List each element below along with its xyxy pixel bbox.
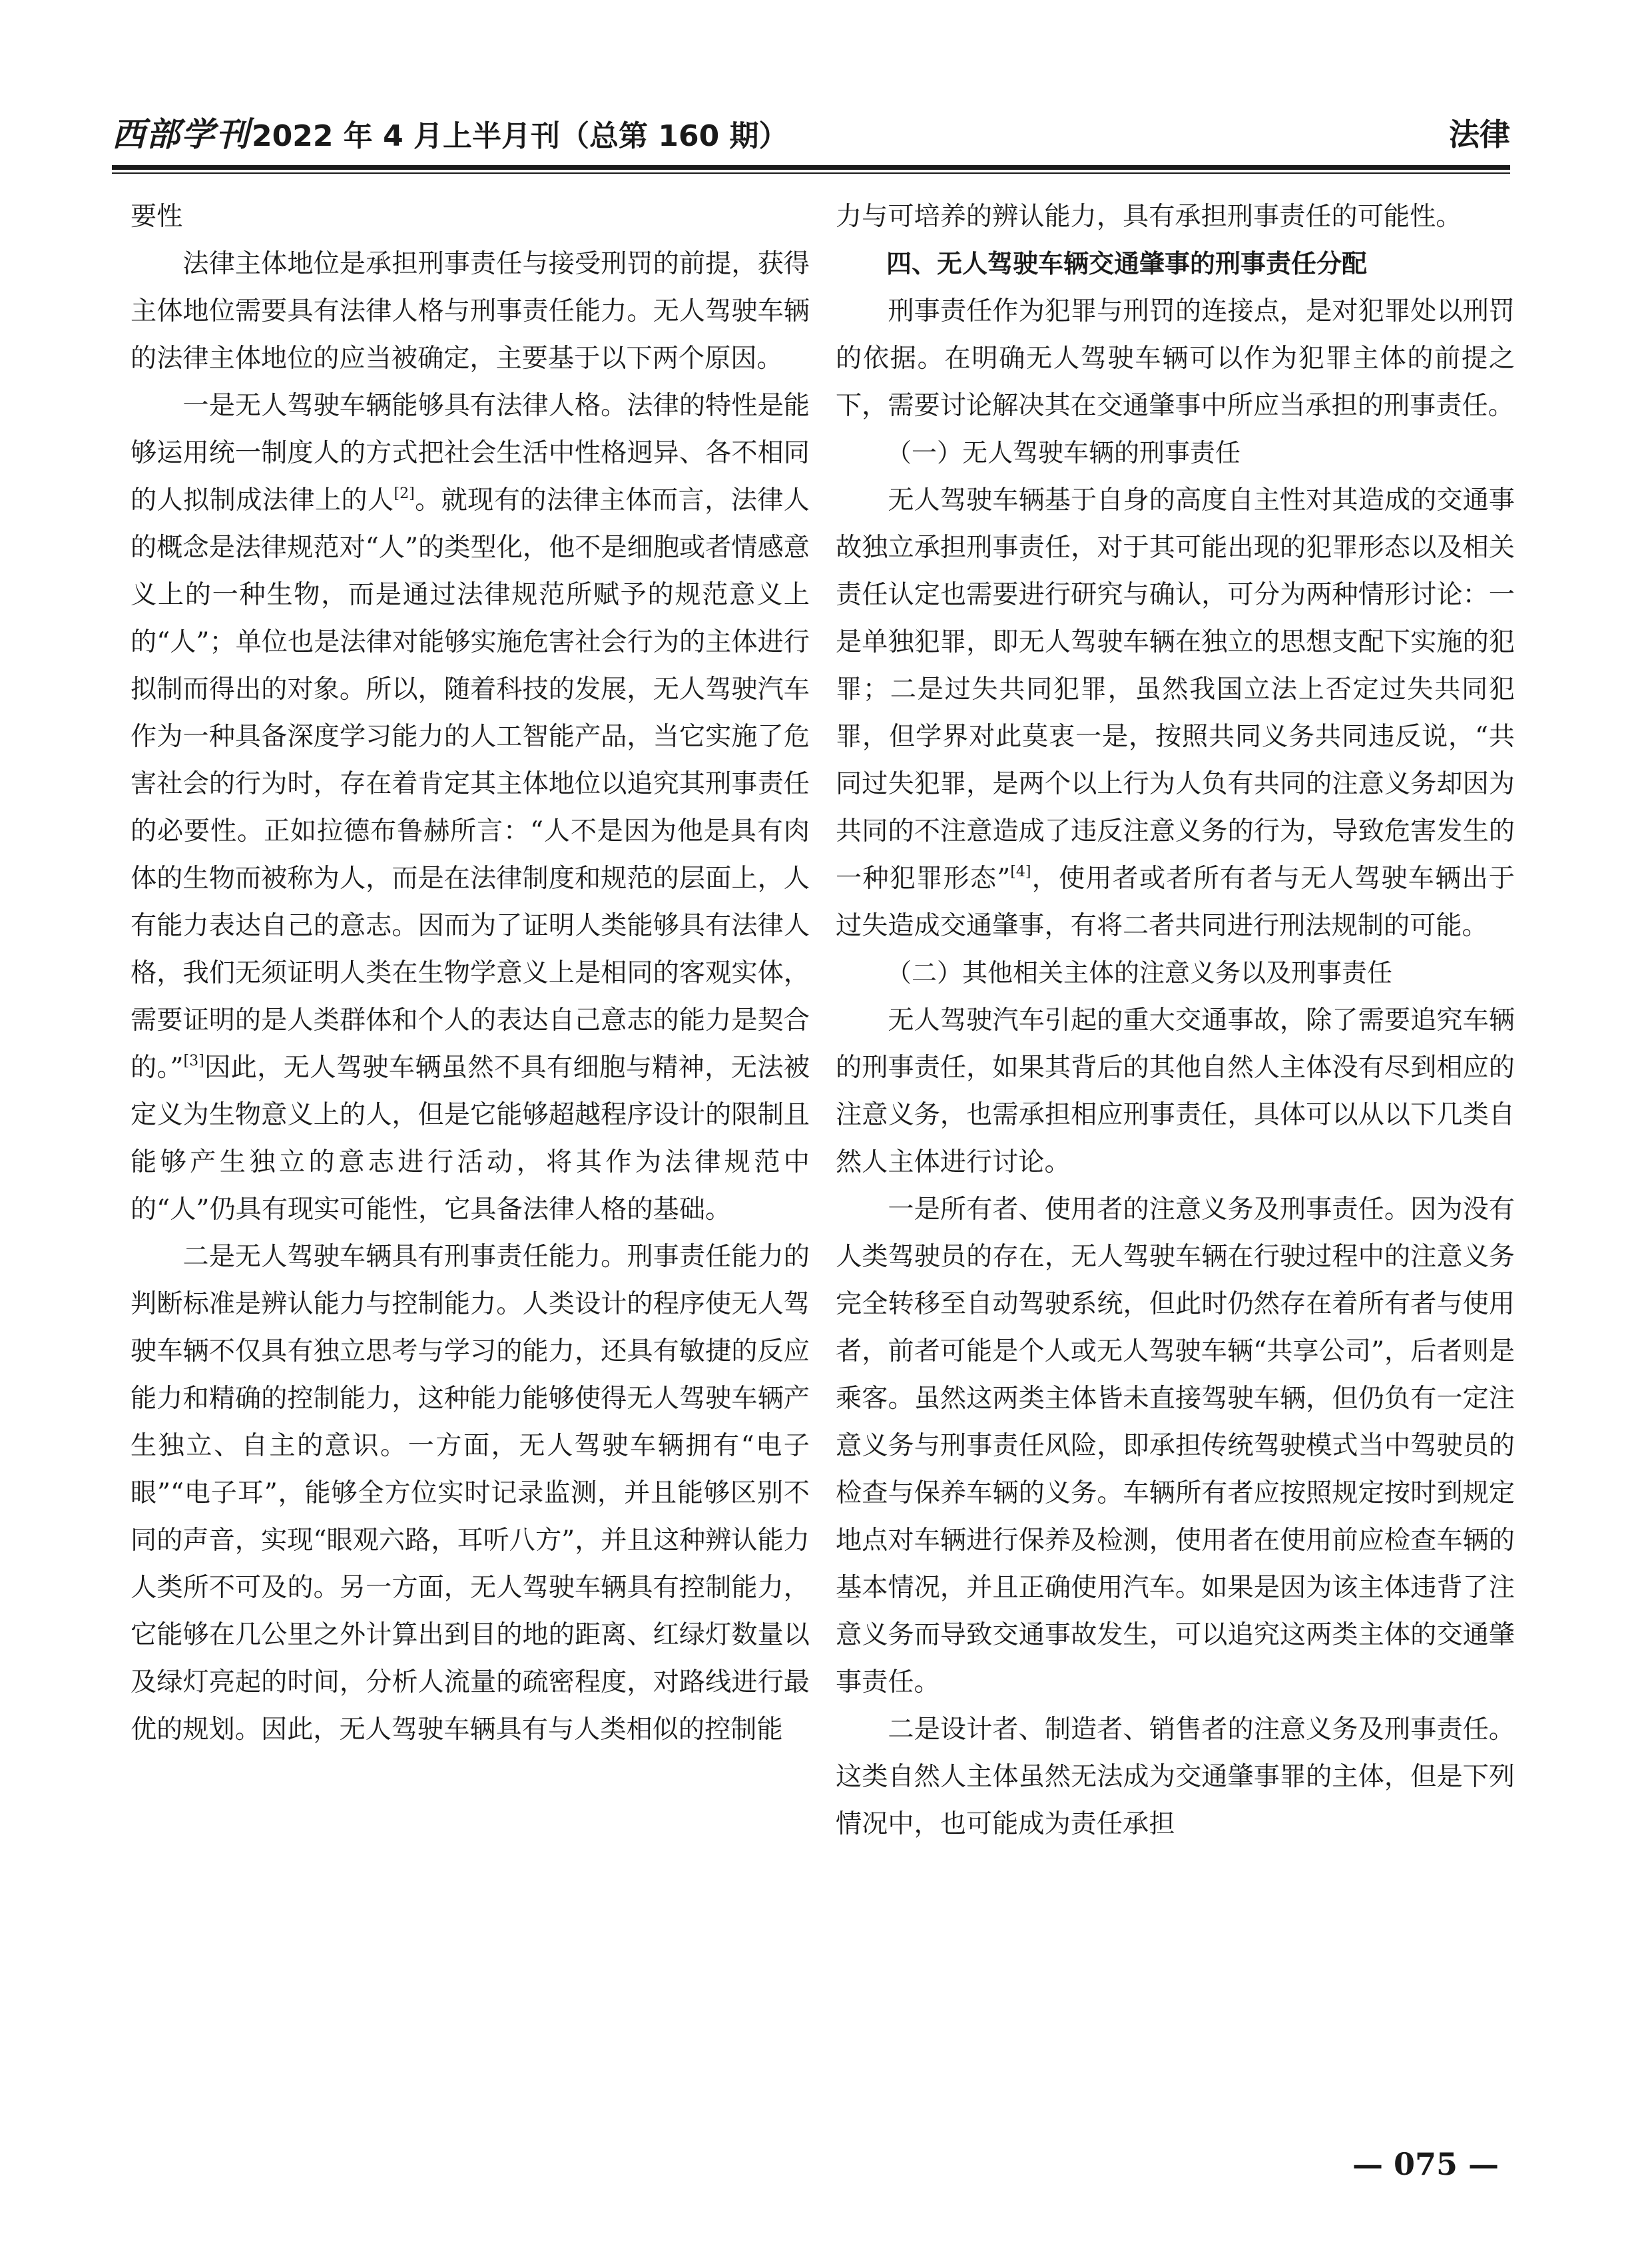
right-column: [836, 193, 1515, 1848]
journal-logo: 西部学刊: [112, 115, 250, 154]
header-rule-thick: [112, 165, 1510, 170]
paragraph: 无人驾驶汽车引起的重大交通事故，除了需要追究车辆的刑事责任，如果其背后的其他自然人主体没有尽到相应的注意义务，也需承担相应刑事责任，具体可以从以下几类自然人主体进行讨论。: [836, 1005, 1515, 1177]
paragraph: 一是无人驾驶车辆能够具有法律人格。法律的特性是能够运用统一制度人的方式把社会生活中性格迥异、各不相同的人拟制成法律上的人[2]。就现有的法律主体而言，法律人的概念是法律规范对“人”的类型化，他不是细胞或者情感意义上的一种生物，而是通过法律规范所赋予的规范意义上的“人”；单位也是法律对能够实施危害社会行为的主体进行拟制而得出的对象。所以，随着科技的发展，无人驾驶汽车作为一种具备深度学习能力的人工智能产品，当它实施了危害社会的行为时，存在着肯定其主体地位以追究其刑事责任的必要性。正如拉德布鲁赫所言：“人不是因为他是具有肉体的生物而被称为人，而是在法律制度和规范的层面上，人有能力表达自己的意志。因而为了证明人类能够具有法律人格，我们无须证明人类在生物学意义上是相同的客观实体，需要证明的是人类群体和个人的表达自己意志的能力是契合的。”[3]因此，无人驾驶车辆虽然不具有细胞与精神，无法被定义为生物意义上的人，但是它能够超越程序设计的限制且能够产生独立的意志进行活动，将其作为法律规范中的“人”仍具有现实可能性，它具备法律人格的基础。: [131, 391, 810, 1225]
paragraph: 力与可培养的辨认能力，具有承担刑事责任的可能性。: [836, 202, 1462, 232]
paragraph: 法律主体地位是承担刑事责任与接受刑罚的前提，获得主体地位需要具有法律人格与刑事责任能力。无人驾驶车辆的法律主体地位的应当被确定，主要基于以下两个原因。: [131, 249, 810, 374]
paragraph: 一是所有者、使用者的注意义务及刑事责任。因为没有人类驾驶员的存在，无人驾驶车辆在行驶过程中的注意义务完全转移至自动驾驶系统，但此时仍然存在着所有者与使用者，前者可能是个人或无人驾驶车辆“共享公司”，后者则是乘客。虽然这两类主体皆未直接驾驶车辆，但仍负有一定注意义务与刑事责任风险，即承担传统驾驶模式当中驾驶员的检查与保养车辆的义务。车辆所有者应按照规定按时到规定地点对车辆进行保养及检测，使用者在使用前应检查车辆的基本情况，并且正确使用汽车。如果是因为该主体违背了注意义务而导致交通事故发生，可以追究这两类主体的交通肇事责任。: [836, 1195, 1515, 1697]
section-heading: 四、无人驾驶车辆交通肇事的刑事责任分配: [886, 249, 1368, 278]
subsection-heading: （一）无人驾驶车辆的刑事责任: [886, 438, 1241, 467]
citation-ref: [4]: [1010, 864, 1031, 880]
paragraph: 刑事责任作为犯罪与刑罚的连接点，是对犯罪处以刑罚的依据。在明确无人驾驶车辆可以作为犯罪主体的前提之下，需要讨论解决其在交通肇事中所应当承担的刑事责任。: [836, 296, 1515, 421]
subsection-heading: （二）其他相关主体的注意义务以及刑事责任: [886, 958, 1393, 987]
left-column: [131, 193, 810, 1753]
citation-ref: [2]: [394, 485, 415, 502]
paragraph: 要性: [131, 202, 183, 232]
paragraph: 二是设计者、制造者、销售者的注意义务及刑事责任。这类自然人主体虽然无法成为交通肇事罪的主体，但是下列情况中，也可能成为责任承担: [836, 1715, 1515, 1839]
paragraph: 二是无人驾驶车辆具有刑事责任能力。刑事责任能力的判断标准是辨认能力与控制能力。人类设计的程序使无人驾驶车辆不仅具有独立思考与学习的能力，还具有敏捷的反应能力和精确的控制能力，这种能力能够使得无人驾驶车辆产生独立、自主的意识。一方面，无人驾驶车辆拥有“电子眼”“电子耳”，能够全方位实时记录监测，并且能够区别不同的声音，实现“眼观六路，耳听八方”，并且这种辨认能力人类所不可及的。另一方面，无人驾驶车辆具有控制能力，它能够在几公里之外计算出到目的地的距离、红绿灯数量以及绿灯亮起的时间，分析人流量的疏密程度，对路线进行最优的规划。因此，无人驾驶车辆具有与人类相似的控制能: [131, 1242, 810, 1745]
journal-title: [112, 115, 788, 156]
running-header: [112, 115, 1510, 161]
section-label: 法律: [1449, 117, 1510, 152]
issue-info: 2022 年 4 月上半月刊（总第 160 期）: [252, 119, 788, 153]
header-rule-thin: [112, 172, 1510, 174]
paragraph: 无人驾驶车辆基于自身的高度自主性对其造成的交通事故独立承担刑事责任，对于其可能出现的犯罪形态以及相关责任认定也需要进行研究与确认，可分为两种情形讨论：一是单独犯罪，即无人驾驶车辆在独立的思想支配下实施的犯罪；二是过失共同犯罪，虽然我国立法上否定过失共同犯罪，但学界对此莫衷一是，按照共同义务共同违反说，“共同过失犯罪，是两个以上行为人负有共同的注意义务却因为共同的不注意造成了违反注意义务的行为，导致危害发生的一种犯罪形态”[4]，使用者或者所有者与无人驾驶车辆出于过失造成交通肇事，有将二者共同进行刑法规制的可能。: [836, 485, 1515, 941]
page-number: — 075 —: [1352, 2146, 1499, 2182]
citation-ref: [3]: [183, 1053, 204, 1069]
